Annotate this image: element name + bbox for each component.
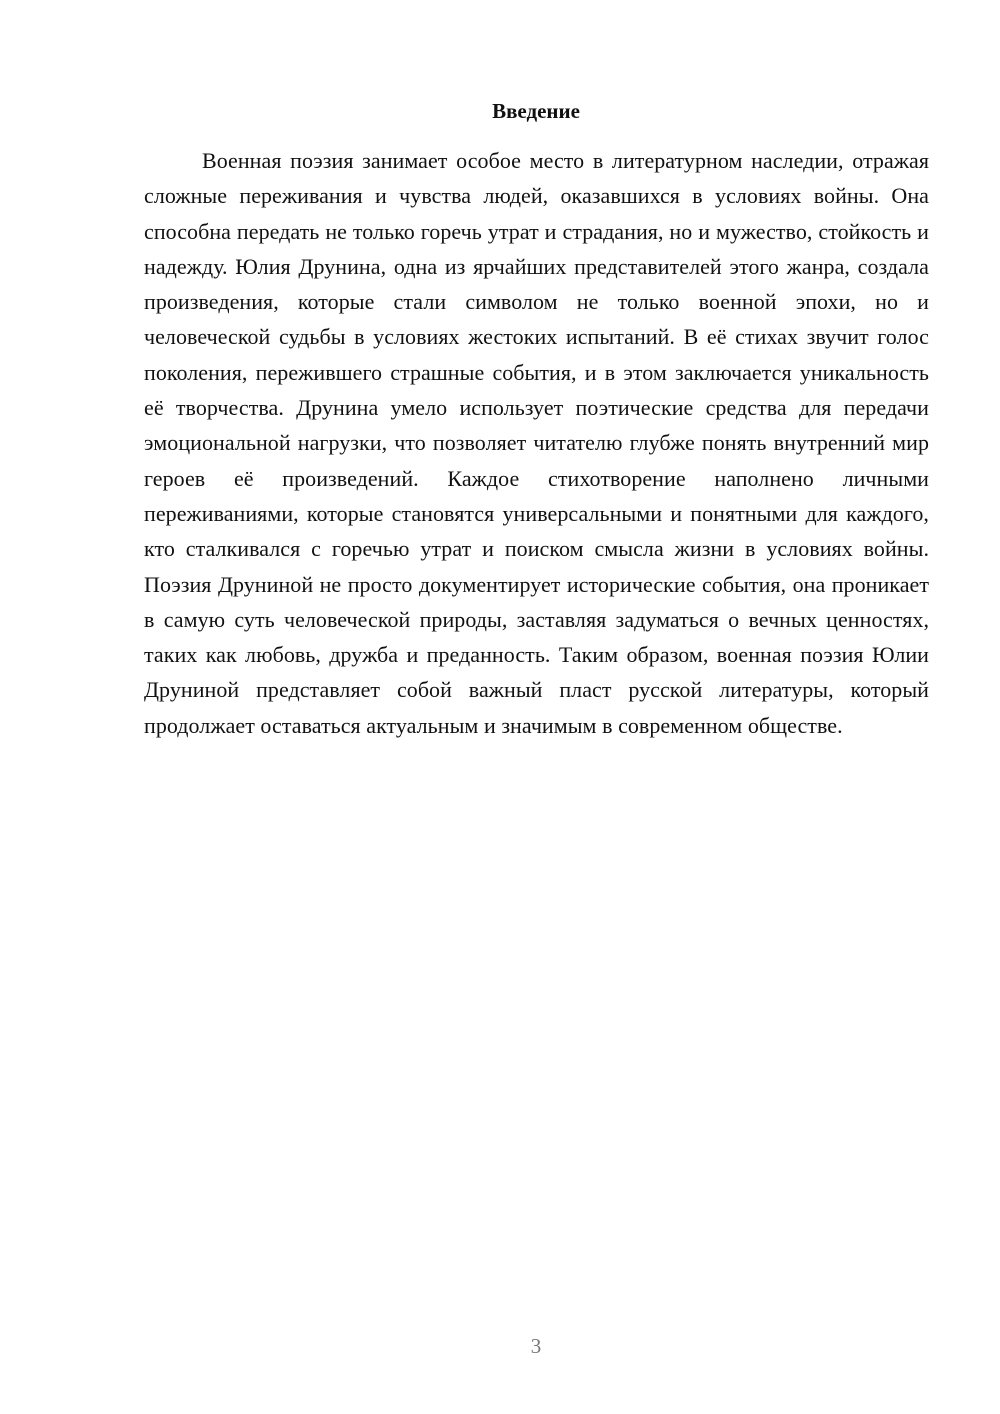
- body-paragraph: Военная поэзия занимает особое место в литературном наследии, отражая сложные переживания и чувства людей, оказавшихся в условиях войны. Она способна передать не только горечь утрат и страдания, но и мужество, стойкость и надежду. Юлия Друнина, одна из ярчайших представителей этого жанра, создала произведения, которые стали символом не только военной эпохи, но и человеческой судьбы в условиях жестоких испытаний. В её стихах звучит голос поколения, пережившего страшные события, и в этом заключается уникальность её творчества. Друнина умело использует поэтические средства для передачи эмоциональной нагрузки, что позволяет читателю глубже понять внутренний мир героев её произведений. Каждое стихотворение наполнено личными переживаниями, которые становятся универсальными и понятными для каждого, кто сталкивался с горечью утрат и поиском смысла жизни в условиях войны. Поэзия Друниной не просто документирует исторические события, она проникает в самую суть человеческой природы, заставляя задуматься о вечных ценностях, таких как любовь, дружба и преданность. Таким образом, военная поэзия Юлии Друниной представляет собой важный пласт русской литературы, который продолжает оставаться актуальным и значимым в современном обществе.: [144, 148, 929, 738]
- page-number: 3: [530, 1334, 542, 1358]
- section-title: Введение: [492, 99, 580, 123]
